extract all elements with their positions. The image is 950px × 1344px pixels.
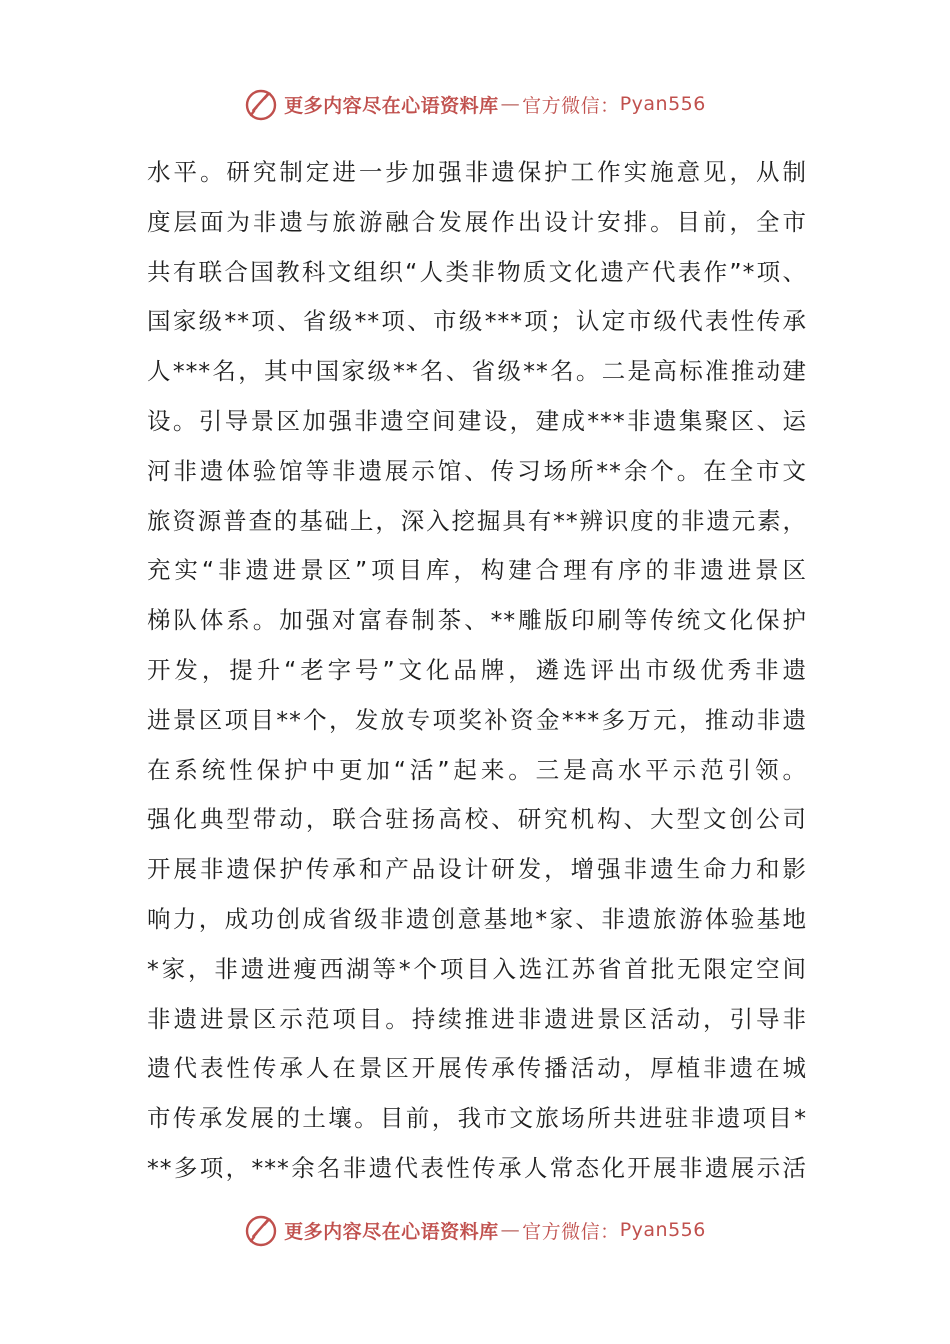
text-line: 充实“非遗进景区”项目库，构建合理有序的非遗进景区 bbox=[147, 556, 807, 585]
banner-handle: Pyan556 bbox=[619, 1219, 706, 1241]
banner-account-text: 官方微信： bbox=[522, 1220, 620, 1243]
text-line: 进景区项目**个，发放专项奖补资金***多万元，推动非遗 bbox=[147, 705, 807, 734]
text-line: 在系统性保护中更加“活”起来。三是高水平示范引领。 bbox=[147, 755, 807, 784]
text-line: 旅资源普查的基础上，深入挖掘具有**辨识度的非遗元素， bbox=[147, 506, 807, 535]
text-line: 强化典型带动，联合驻扬高校、研究机构、大型文创公司 bbox=[147, 805, 807, 834]
text-line: *家，非遗进瘦西湖等*个项目入选江苏省首批无限定空间 bbox=[147, 954, 807, 983]
header-banner[interactable] bbox=[0, 84, 950, 124]
banner-site-text: 更多内容尽在心语资料库 bbox=[284, 1220, 499, 1243]
text-line: 水平。研究制定进一步加强非遗保护工作实施意见，从制 bbox=[147, 158, 807, 186]
body-paragraph bbox=[147, 148, 807, 1194]
text-line: 国家级**项、省级**项、市级***项；认定市级代表性传承 bbox=[147, 307, 807, 336]
banner-separator: — bbox=[500, 1219, 521, 1241]
text-line: 市传承发展的土壤。目前，我市文旅场所共进驻非遗项目* bbox=[147, 1104, 807, 1133]
text-line: **多项，***余名非遗代表性传承人常态化开展非遗展示活 bbox=[147, 1153, 807, 1182]
footer-banner[interactable] bbox=[0, 1210, 950, 1250]
banner-handle: Pyan556 bbox=[619, 93, 706, 115]
text-line: 开展非遗保护传承和产品设计研发，增强非遗生命力和影 bbox=[147, 855, 807, 884]
text-line: 开发，提升“老字号”文化品牌，遴选评出市级优秀非遗 bbox=[147, 655, 807, 684]
text-line: 设。引导景区加强非遗空间建设，建成***非遗集聚区、运 bbox=[147, 406, 807, 435]
text-line: 遗代表性传承人在景区开展传承传播活动，厚植非遗在城 bbox=[147, 1054, 807, 1083]
text-line: 人***名，其中国家级**名、省级**名。二是高标准推动建 bbox=[147, 357, 807, 386]
quill-logo-icon bbox=[244, 86, 280, 122]
banner-separator: — bbox=[500, 93, 521, 115]
quill-logo-icon bbox=[244, 1212, 280, 1248]
text-line: 共有联合国教科文组织“人类非物质文化遗产代表作”*项、 bbox=[147, 257, 807, 286]
banner-account-text: 官方微信： bbox=[522, 94, 620, 117]
text-line: 河非遗体验馆等非遗展示馆、传习场所**余个。在全市文 bbox=[147, 456, 807, 485]
banner-site-text: 更多内容尽在心语资料库 bbox=[284, 94, 499, 117]
text-line: 非遗进景区示范项目。持续推进非遗进景区活动，引导非 bbox=[147, 1004, 807, 1033]
text-line: 度层面为非遗与旅游融合发展作出设计安排。目前，全市 bbox=[147, 207, 807, 236]
text-line: 梯队体系。加强对富春制茶、**雕版印刷等传统文化保护 bbox=[147, 606, 807, 635]
text-line: 响力，成功创成省级非遗创意基地*家、非遗旅游体验基地 bbox=[147, 904, 807, 933]
